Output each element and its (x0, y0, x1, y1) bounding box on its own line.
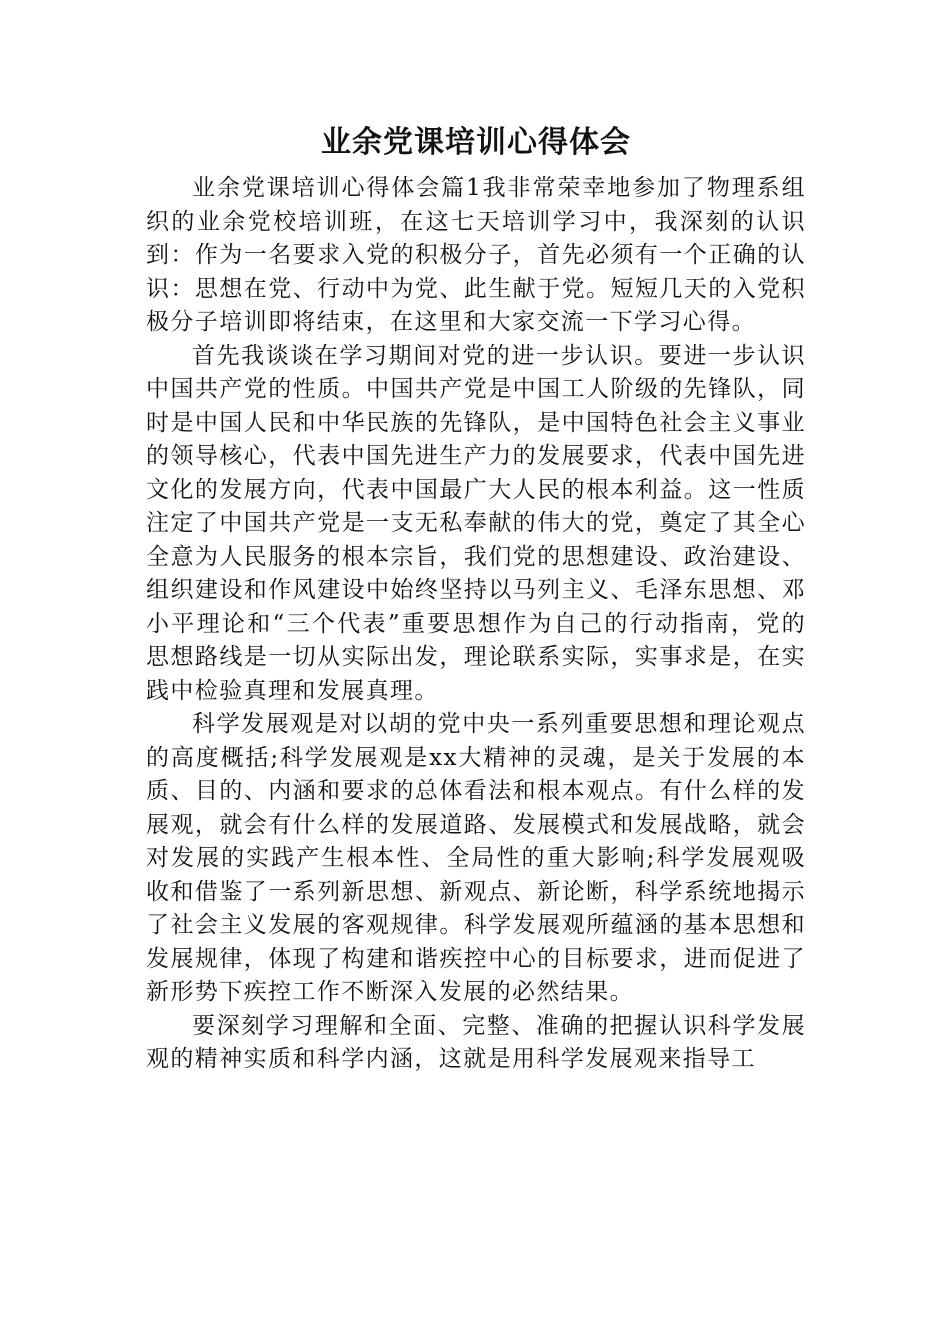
document-title: 业余党课培训心得体会 (321, 125, 631, 160)
paragraph-1: 业余党课培训心得体会篇1我非常荣幸地参加了物理系组织的业余党校培训班，在这七天培训学习中，我深刻的认识到：作为一名要求入党的积极分子，首先必须有一个正确的认识：思想在党、行动中为党、此生献于党。短短几天的入党积极分子培训即将结束，在这里和大家交流一下学习心得。 (146, 175, 806, 335)
document-body (146, 118, 806, 1077)
paragraph-3: 科学发展观是对以胡的党中央一系列重要思想和理论观点的高度概括;科学发展观是xx大精神的灵魂，是关于发展的本质、目的、内涵和要求的总体看法和根本观点。有什么样的发展观，就会有什么样的发展道路、发展模式和发展战略，就会对发展的实践产生根本性、全局性的重大影响;科学发展观吸收和借鉴了一系列新思想、新观点、新论断，科学系统地揭示了社会主义发展的客观规律。科学发展观所蕴涵的基本思想和发展规律，体现了构建和谐疾控中心的目标要求，进而促进了新形势下疾控工作不断深入发展的必然结果。 (146, 711, 806, 1005)
paragraph-2: 首先我谈谈在学习期间对党的进一步认识。要进一步认识中国共产党的性质。中国共产党是中国工人阶级的先锋队，同时是中国人民和中华民族的先锋队，是中国特色社会主义事业的领导核心，代表中国先进生产力的发展要求，代表中国先进文化的发展方向，代表中国最广大人民的根本利益。这一性质注定了中国共产党是一支无私奉献的伟大的党，奠定了其全心全意为人民服务的根本宗旨，我们党的思想建设、政治建设、组织建设和作风建设中始终坚持以马列主义、毛泽东思想、邓小平理论和“三个代表”重要思想作为自己的行动指南，党的思想路线是一切从实际出发，理论联系实际，实事求是，在实践中检验真理和发展真理。 (146, 342, 806, 704)
paragraph-4: 要深刻学习理解和全面、完整、准确的把握认识科学发展观的精神实质和科学内涵，这就是用科学发展观来指导工 (146, 1012, 806, 1072)
